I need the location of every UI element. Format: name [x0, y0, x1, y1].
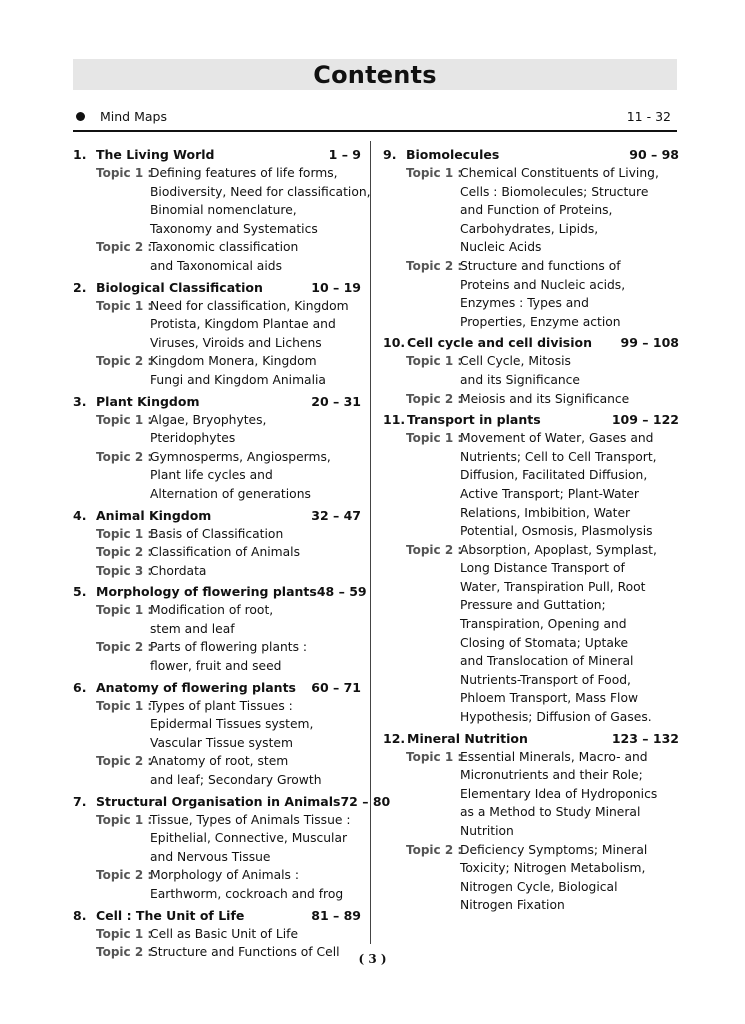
topic-text: [150, 866, 361, 903]
topic-label: Topic 2 :: [406, 391, 463, 406]
topic-line: Hypothesis; Diffusion of Gases.: [460, 710, 652, 725]
topic-label: Topic 2 :: [406, 542, 463, 557]
topic-label: Topic 1 :: [96, 926, 153, 941]
topic-line: Gymnosperms, Angiosperms,: [150, 449, 331, 464]
chapter-title: Biomolecules: [406, 147, 500, 162]
topic-line: Absorption, Apoplast, Symplast,: [460, 542, 657, 557]
topic-line: Diffusion, Facilitated Diffusion,: [460, 468, 648, 483]
topic-line: Epithelial, Connective, Muscular: [150, 831, 348, 846]
topic-text: [460, 352, 679, 389]
topic-line: Basis of Classification: [150, 526, 284, 541]
chapter-heading[interactable]: [383, 145, 679, 164]
topic-text: [460, 841, 679, 915]
topic-line: Nutrients-Transport of Food,: [460, 672, 631, 687]
topic-label: Topic 1 :: [406, 166, 463, 180]
topic-text: [150, 411, 361, 448]
topic-entry: [96, 752, 361, 789]
topic-label: Topic 1 :: [96, 812, 153, 827]
topic-entry: [96, 238, 361, 275]
chapter-number: 1.: [73, 147, 87, 162]
topic-label: Topic 1 :: [96, 298, 153, 313]
topic-entry: [406, 164, 679, 257]
topic-line: and Nervous Tissue: [150, 849, 271, 864]
topic-entry: [406, 748, 679, 841]
topic-entry: [406, 390, 679, 409]
chapter-pages: 99 – 108: [620, 335, 679, 351]
chapter-entry: [73, 582, 367, 675]
topic-line: Classification of Animals: [150, 545, 300, 560]
chapter-heading[interactable]: [73, 145, 361, 164]
topic-line: and leaf; Secondary Growth: [150, 773, 322, 788]
topic-text: [150, 811, 361, 867]
topic-entry: [96, 448, 361, 504]
topic-text: [150, 164, 371, 238]
chapter-title: Morphology of flowering plants: [96, 584, 317, 600]
topic-label: Topic 1 :: [406, 431, 463, 446]
topic-line: Kingdom Monera, Kingdom: [150, 354, 317, 369]
topic-text: [460, 541, 679, 727]
chapter-pages: 20 – 31: [311, 393, 361, 409]
topic-line: Nitrogen Cycle, Biological: [460, 879, 618, 894]
topic-label: Topic 1 :: [96, 166, 153, 180]
chapter-number: 5.: [73, 584, 87, 600]
topic-text: [150, 925, 361, 944]
chapter-title: Animal Kingdom: [96, 507, 212, 523]
topic-line: Phloem Transport, Mass Flow: [460, 691, 639, 706]
topic-line: Nitrogen Fixation: [460, 898, 565, 913]
page-number: ( 3 ): [358, 952, 387, 966]
topic-entry: [96, 525, 361, 544]
topic-entry: [96, 925, 361, 944]
topic-line: Long Distance Transport of: [460, 561, 625, 576]
topic-label: Topic 2 :: [96, 868, 153, 883]
topic-line: Elementary Idea of Hydroponics: [460, 786, 658, 801]
topic-entry: [406, 352, 679, 389]
topic-entry: [96, 697, 361, 753]
topic-line: Plant life cycles and: [150, 468, 273, 483]
chapter-title: Cell : The Unit of Life: [96, 907, 245, 923]
topic-line: Deficiency Symptoms; Mineral: [460, 842, 648, 857]
topic-entry: [406, 541, 679, 727]
topic-line: flower, fruit and seed: [150, 659, 282, 674]
column-divider: [370, 141, 371, 944]
chapter-heading[interactable]: [73, 582, 367, 601]
bullet-icon: [76, 112, 85, 121]
topic-entry: [96, 352, 361, 389]
topic-label: Topic 2 :: [96, 640, 153, 655]
topic-line: Fungi and Kingdom Animalia: [150, 372, 326, 387]
chapter-title: Biological Classification: [96, 279, 263, 295]
topic-text: [150, 297, 361, 353]
topic-line: Modification of root,: [150, 603, 274, 618]
topic-label: Topic 1 :: [406, 354, 463, 369]
topic-label: Topic 2 :: [96, 754, 153, 769]
topic-line: stem and leaf: [150, 621, 235, 636]
chapter-entry: [73, 392, 361, 504]
chapter-number: 7.: [73, 793, 87, 809]
topic-line: Binomial nomenclature,: [150, 203, 297, 218]
chapter-pages: 48 – 59: [316, 584, 367, 600]
topic-label: Topic 1 :: [96, 698, 153, 713]
topic-line: Potential, Osmosis, Plasmolysis: [460, 524, 653, 539]
topic-line: Active Transport; Plant-Water: [460, 486, 639, 501]
topic-entry: [96, 562, 361, 581]
chapter-entry: [73, 678, 361, 790]
topic-line: Pteridophytes: [150, 431, 236, 446]
chapter-heading[interactable]: [73, 678, 361, 697]
chapter-pages: 123 – 132: [611, 730, 679, 746]
topic-line: Structure and functions of: [460, 258, 621, 273]
topic-line: Proteins and Nucleic acids,: [460, 277, 626, 292]
chapter-heading[interactable]: [73, 792, 391, 811]
topic-line: Carbohydrates, Lipids,: [460, 221, 599, 236]
topic-line: Enzymes : Types and: [460, 296, 589, 311]
topic-label: Topic 2 :: [96, 449, 153, 464]
chapter-title: Mineral Nutrition: [407, 730, 528, 746]
chapter-pages: 109 – 122: [611, 412, 679, 428]
chapter-title: The Living World: [96, 147, 215, 162]
topic-text: [150, 638, 361, 675]
topic-text: [150, 601, 361, 638]
chapter-entry: [383, 145, 679, 331]
chapter-heading[interactable]: [73, 906, 361, 925]
topic-entry: [406, 841, 679, 915]
topic-line: Viruses, Viroids and Lichens: [150, 335, 322, 350]
topic-line: Transpiration, Opening and: [460, 617, 627, 632]
topic-line: Chordata: [150, 563, 207, 578]
topic-line: Morphology of Animals :: [150, 868, 300, 883]
chapter-entry: [73, 145, 371, 276]
chapter-entry: [383, 729, 679, 915]
topic-line: Tissue, Types of Animals Tissue :: [150, 812, 351, 827]
topic-line: Micronutrients and their Role;: [460, 768, 643, 783]
topic-label: Topic 3 :: [96, 563, 153, 578]
topic-entry: [406, 257, 679, 331]
topic-label: Topic 2 :: [96, 354, 153, 369]
topic-line: Structure and Functions of Cell: [150, 945, 340, 960]
topic-text: [150, 238, 361, 275]
chapter-entry: [73, 278, 361, 390]
topic-line: Meiosis and its Significance: [460, 391, 630, 406]
topic-text: [150, 562, 361, 581]
topic-line: Types of plant Tissues :: [150, 698, 293, 713]
topic-text: [460, 257, 679, 331]
title-bar: [73, 59, 677, 90]
topic-line: Anatomy of root, stem: [150, 754, 289, 769]
left-column: [73, 143, 391, 962]
topic-line: Earthworm, cockroach and frog: [150, 887, 344, 901]
topic-text: [150, 525, 361, 544]
topic-line: Chemical Constituents of Living,: [460, 166, 659, 180]
topic-line: Parts of flowering plants :: [150, 640, 308, 655]
chapter-entry: [73, 792, 391, 904]
chapter-pages: 32 – 47: [311, 507, 361, 523]
chapter-title: Structural Organisation in Animals: [96, 793, 341, 809]
topic-entry: [96, 601, 361, 638]
topic-line: Water, Transpiration Pull, Root: [460, 579, 646, 594]
chapter-number: 11.: [383, 412, 406, 428]
topic-entry: [96, 866, 361, 903]
chapter-title: Cell cycle and cell division: [407, 335, 592, 351]
chapter-number: 8.: [73, 907, 87, 923]
page-title: Contents: [313, 60, 437, 89]
chapter-pages: 90 – 98: [629, 147, 679, 162]
topic-line: Movement of Water, Gases and: [460, 431, 654, 446]
topic-text: [150, 448, 361, 504]
topic-label: Topic 2 :: [406, 258, 463, 273]
topic-line: Need for classification, Kingdom: [150, 298, 349, 313]
topic-line: Algae, Bryophytes,: [150, 412, 267, 427]
topic-label: Topic 1 :: [96, 412, 153, 427]
topic-line: Toxicity; Nitrogen Metabolism,: [460, 861, 646, 876]
topic-line: Taxonomic classification: [150, 240, 299, 255]
topic-line: Essential Minerals, Macro- and: [460, 749, 648, 764]
topic-entry: [96, 164, 371, 238]
chapter-number: 12.: [383, 730, 406, 746]
topic-line: Epidermal Tissues system,: [150, 717, 314, 732]
chapter-entry: [383, 410, 679, 727]
topic-line: Vascular Tissue system: [150, 735, 293, 750]
chapter-entry: [73, 506, 361, 581]
chapter-heading[interactable]: [383, 333, 679, 352]
topic-line: Alternation of generations: [150, 486, 311, 501]
chapter-number: 4.: [73, 507, 87, 523]
mind-maps-row[interactable]: [73, 106, 671, 126]
chapter-title: Plant Kingdom: [96, 393, 200, 409]
topic-line: Cell Cycle, Mitosis: [460, 354, 571, 369]
topic-label: Topic 2 :: [406, 842, 463, 857]
chapter-pages: 10 – 19: [311, 279, 361, 295]
chapter-number: 10.: [383, 335, 406, 351]
topic-text: [460, 429, 679, 541]
topic-entry: [96, 543, 361, 562]
chapter-pages: 1 – 9: [328, 147, 361, 162]
mind-maps-label: Mind Maps: [100, 108, 167, 124]
chapter-number: 6.: [73, 679, 87, 695]
topic-line: Nucleic Acids: [460, 240, 542, 255]
topic-label: Topic 2 :: [96, 240, 153, 255]
topic-line: and Translocation of Mineral: [460, 654, 634, 669]
chapter-pages: 81 – 89: [311, 907, 361, 923]
chapter-number: 9.: [383, 147, 397, 162]
topic-entry: [96, 638, 361, 675]
topic-text: [150, 352, 361, 389]
topic-line: and Taxonomical aids: [150, 258, 282, 273]
chapter-number: 2.: [73, 279, 87, 295]
topic-line: Cell as Basic Unit of Life: [150, 926, 299, 941]
topic-line: Cells : Biomolecules; Structure: [460, 184, 649, 199]
chapter-pages: 60 – 71: [311, 679, 361, 695]
topic-text: [150, 752, 361, 789]
chapter-heading[interactable]: [73, 506, 361, 525]
chapter-heading[interactable]: [73, 392, 361, 411]
chapter-title: Anatomy of flowering plants: [96, 679, 296, 695]
topic-line: Pressure and Guttation;: [460, 598, 606, 613]
topic-text: [460, 164, 679, 257]
topic-text: [460, 748, 679, 841]
topic-line: and Function of Proteins,: [460, 203, 613, 218]
topic-entry: [96, 411, 361, 448]
topic-line: Nutrients; Cell to Cell Transport,: [460, 449, 657, 464]
topic-label: Topic 1 :: [406, 749, 463, 764]
chapter-title: Transport in plants: [407, 412, 541, 428]
header-divider: [73, 130, 677, 132]
topic-label: Topic 1 :: [96, 526, 153, 541]
topic-label: Topic 2 :: [96, 945, 153, 960]
topic-text: [150, 543, 361, 562]
right-column: [383, 143, 679, 915]
topic-text: [460, 390, 679, 409]
chapter-entry: [383, 333, 679, 408]
topic-entry: [96, 811, 361, 867]
topic-line: Defining features of life forms,: [150, 166, 338, 180]
topic-label: Topic 1 :: [96, 603, 153, 618]
topic-line: Taxonomy and Systematics: [150, 221, 318, 236]
topic-line: Protista, Kingdom Plantae and: [150, 317, 336, 332]
topic-entry: [96, 297, 361, 353]
topic-line: and its Significance: [460, 372, 580, 387]
chapter-heading[interactable]: [383, 410, 679, 429]
topic-entry: [406, 429, 679, 541]
topic-text: [150, 697, 361, 753]
topic-line: Biodiversity, Need for classification,: [150, 184, 371, 199]
topic-line: Relations, Imbibition, Water: [460, 505, 631, 520]
chapter-number: 3.: [73, 393, 87, 409]
topic-line: Nutrition: [460, 824, 514, 838]
chapter-pages: 72 – 80: [340, 793, 391, 809]
chapter-heading[interactable]: [383, 729, 679, 748]
chapter-heading[interactable]: [73, 278, 361, 297]
topic-label: Topic 2 :: [96, 545, 153, 560]
topic-line: Closing of Stomata; Uptake: [460, 635, 629, 650]
topic-line: Properties, Enzyme action: [460, 314, 621, 329]
mind-maps-pages: 11 - 32: [626, 108, 671, 124]
topic-line: as a Method to Study Mineral: [460, 805, 641, 820]
